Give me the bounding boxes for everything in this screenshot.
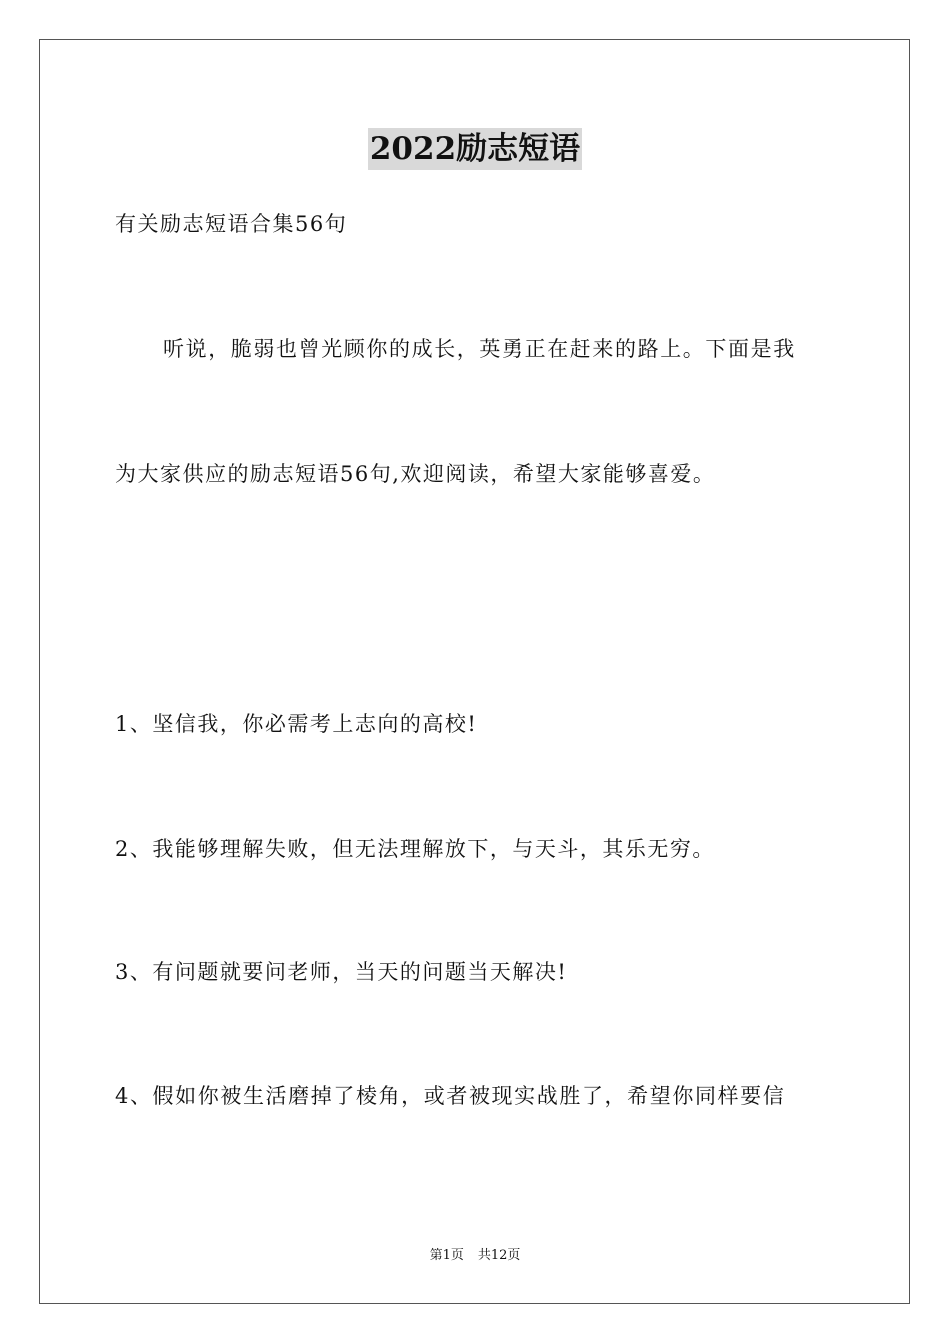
list-item: 2、我能够理解失败，但无法理解放下，与天斗，其乐无穷。	[115, 837, 715, 861]
page-footer	[0, 1247, 950, 1265]
list-item: 1、坚信我，你必需考上志向的高校!	[115, 712, 478, 736]
list-item: 3、有问题就要问老师，当天的问题当天解决!	[115, 960, 568, 984]
page-number: 第1页	[429, 1248, 464, 1263]
intro-paragraph-line-2: 为大家供应的励志短语56句,欢迎阅读，希望大家能够喜爱。	[115, 462, 716, 486]
page-total: 共12页	[477, 1248, 521, 1263]
document-subtitle: 有关励志短语合集56句	[115, 212, 348, 236]
title-container	[0, 128, 950, 170]
document-title: 2022励志短语	[368, 128, 582, 170]
list-item: 4、假如你被生活磨掉了棱角，或者被现实战胜了，希望你同样要信	[115, 1084, 786, 1108]
intro-paragraph-line-1: 听说，脆弱也曾光顾你的成长，英勇正在赶来的路上。下面是我	[163, 337, 796, 361]
